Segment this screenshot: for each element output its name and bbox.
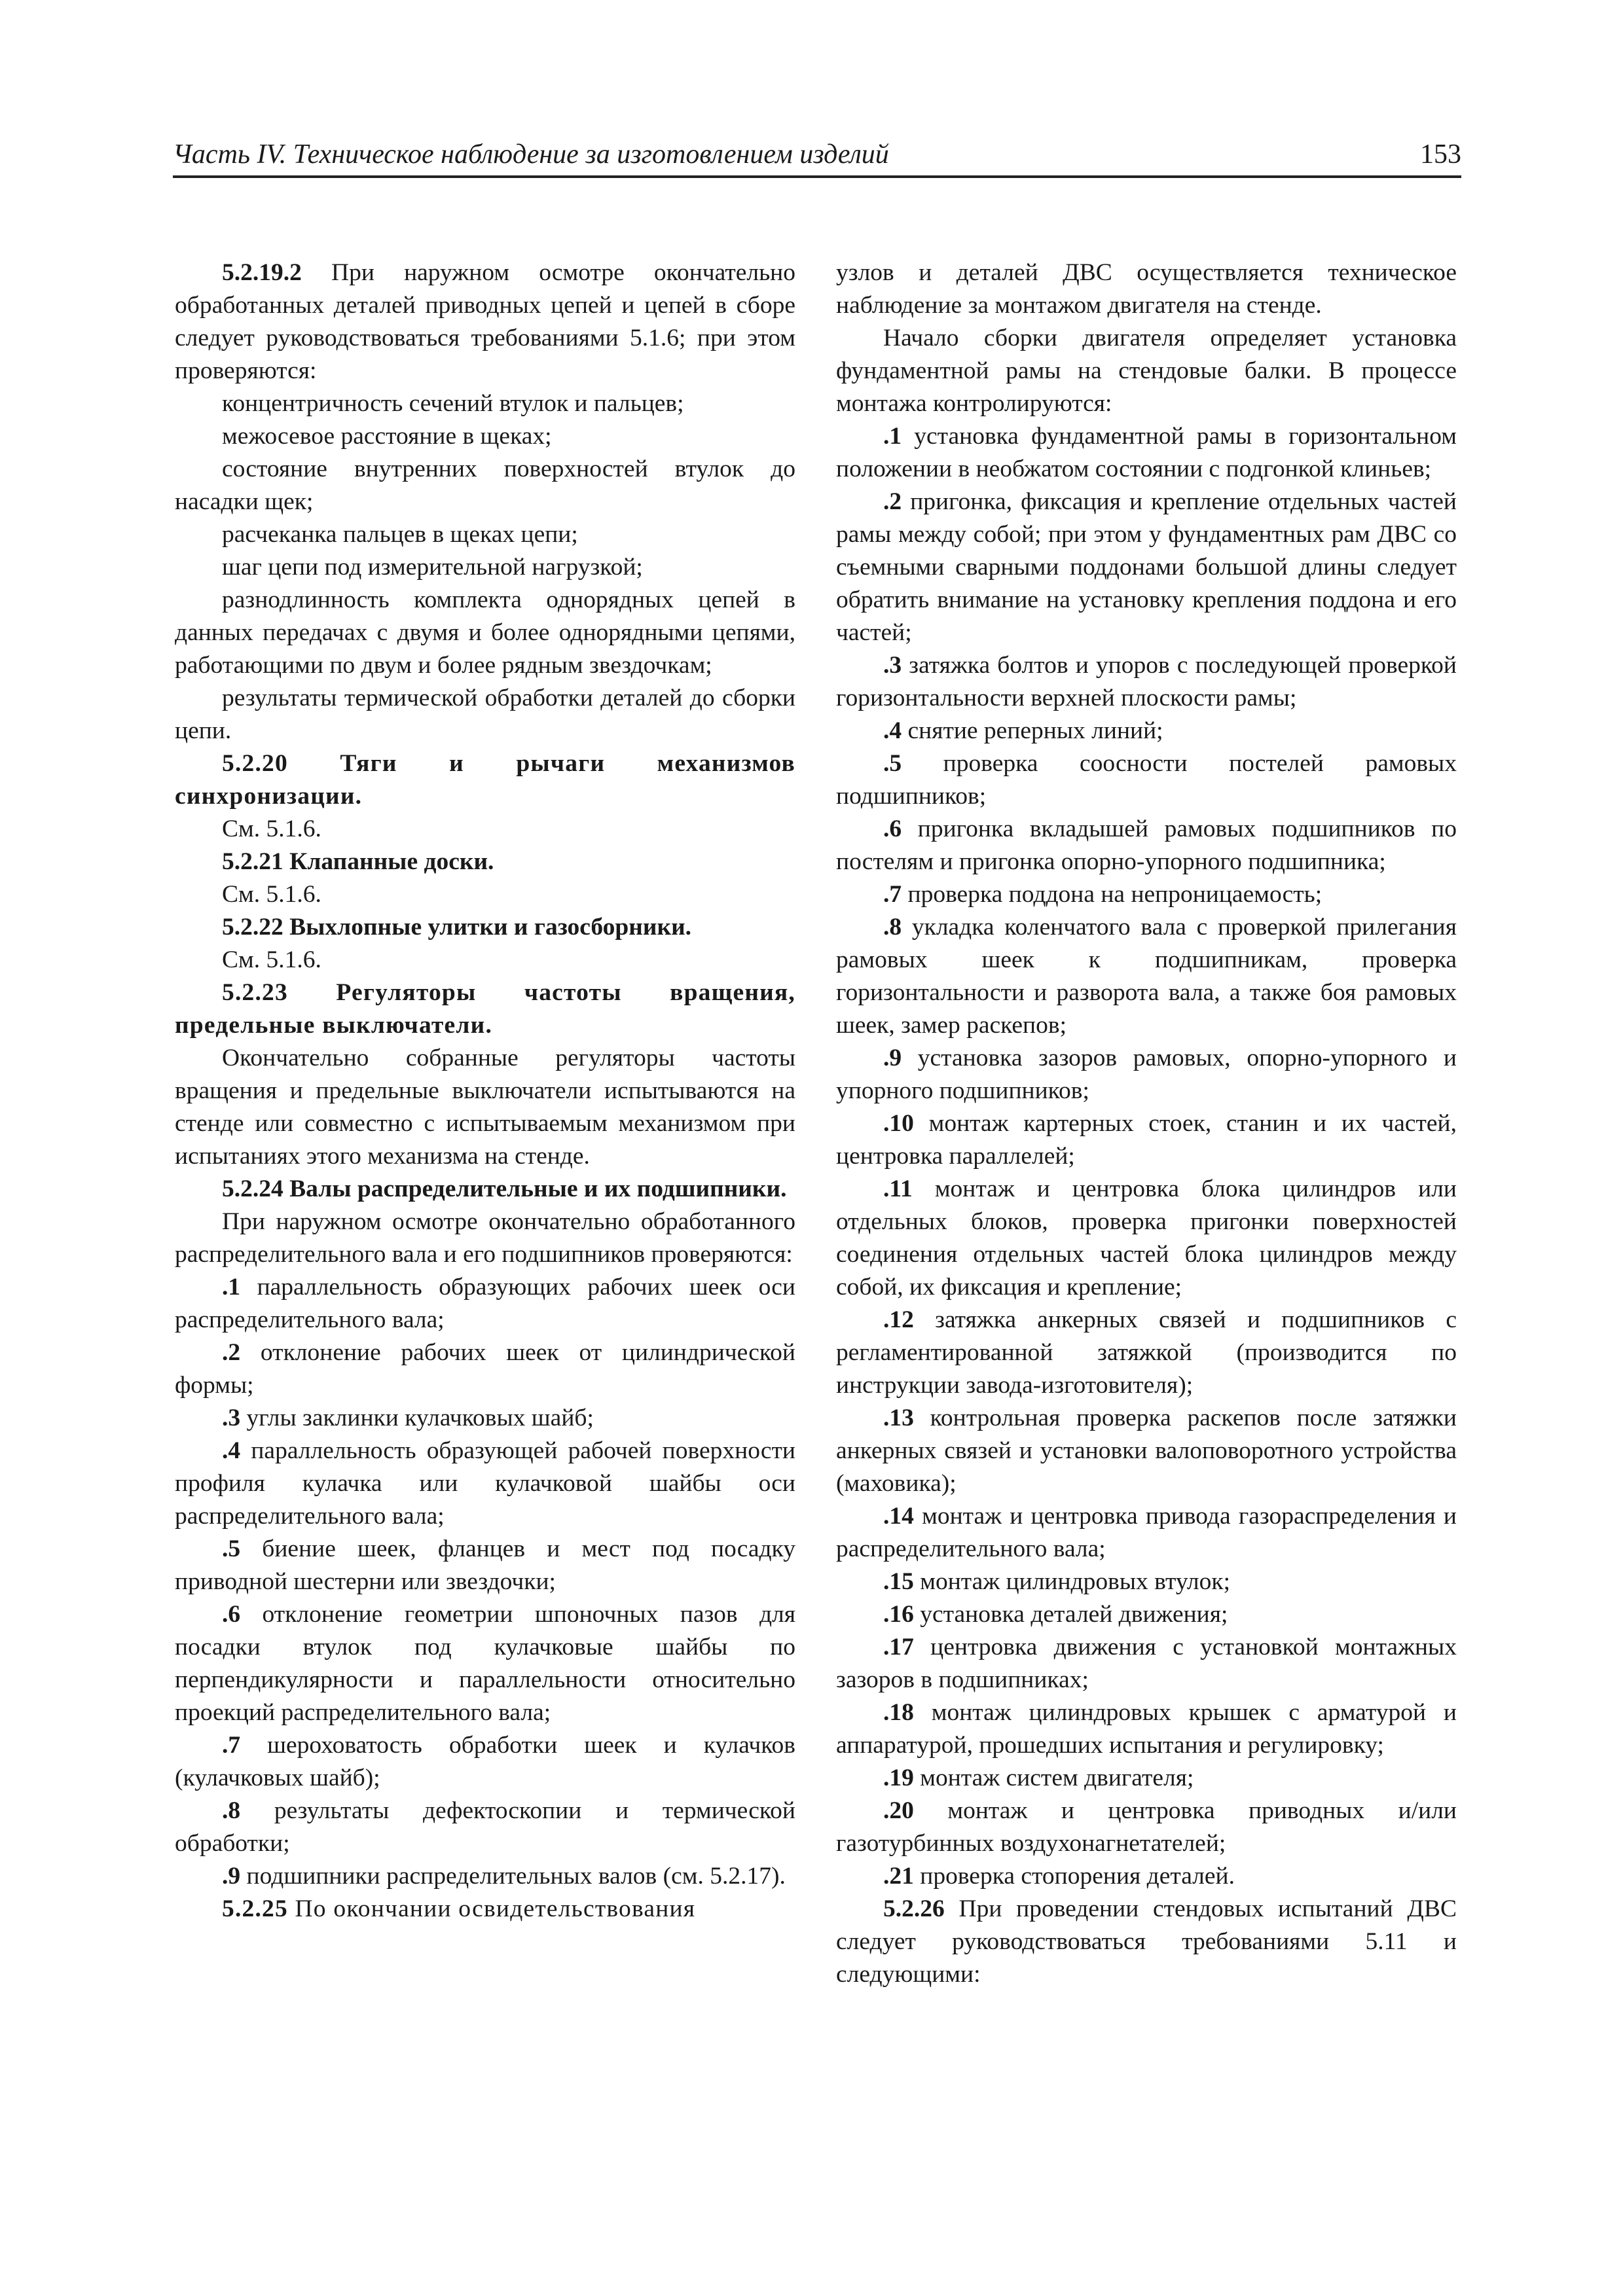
list-item [175,1598,795,1729]
list-item [175,1795,795,1860]
item-text: монтаж цилиндровых втулок; [913,1568,1231,1595]
item-number: .3 [883,652,902,679]
list-line: шаг цепи под измерительной нагрузкой; [222,554,643,581]
item-number: .4 [883,717,902,744]
item-number: .14 [883,1503,914,1530]
paragraph-5-2-19-2 [175,257,795,387]
list-item [836,911,1457,1042]
list-item [175,1729,795,1795]
item-number: .2 [222,1339,241,1366]
list-item [836,486,1457,649]
left-column [175,257,795,1926]
list-line: межосевое расстояние в щеках; [222,423,552,450]
item-text: монтаж картерных стоек, станин и их частей, центровка параллелей; [836,1110,1457,1170]
item-text: монтаж и центровка блока цилиндров или отдельных блоков, проверка пригонки поверхностей соединения отдельных частей блока цилиндров между собой, их фиксация и крепление; [836,1175,1457,1300]
item-number: .2 [883,488,902,515]
item-text: монтаж и центровка привода газораспределения и распределительного вала; [836,1503,1457,1562]
item-text: затяжка анкерных связей и подшипников с регламентированной затяжкой (производится по инструкции завода-изготовителя); [836,1306,1457,1399]
item-text: центровка движения с установкой монтажных зазоров в подшипниках; [836,1634,1457,1693]
heading-5-2-23: 5.2.23 Регуляторы частоты вращения, предельные выключатели. [175,979,795,1039]
item-number: .8 [222,1797,241,1824]
list-item [836,1500,1457,1566]
item-number: .5 [222,1535,241,1562]
list-item [836,1696,1457,1762]
item-text: установка фундаментной рамы в горизонтальном положении в необжатом состоянии с подгонкой клиньев; [836,423,1457,482]
cross-reference: См. 5.1.6. [222,881,321,908]
item-text: отклонение рабочих шеек от цилиндрической формы; [175,1339,795,1399]
item-number: .17 [883,1634,914,1660]
list-item [175,1860,795,1893]
paragraph-5-2-24: При наружном осмотре окончательно обработанного распределительного вала и его подшипников проверяются: [175,1208,795,1268]
paragraph-text: По окончании освидетельствования [287,1895,696,1922]
item-text: пригонка, фиксация и крепление отдельных частей рамы между собой; при этом у фундаментных рам ДВС со съемными сварными поддонами большой длины следует обратить внимание на установку крепления поддона и его частей; [836,488,1457,646]
clause-number: 5.2.26 [883,1895,945,1922]
item-number: .7 [883,881,902,908]
list-item [836,1402,1457,1500]
item-number: .13 [883,1405,914,1431]
paragraph-assembly-start: Начало сборки двигателя определяет установка фундаментной рамы на стендовые балки. В процессе монтажа контролируются: [836,325,1457,417]
clause-number: 5.2.19.2 [222,259,302,286]
list-item [836,1631,1457,1696]
clause-number: 5.2.25 [222,1895,288,1922]
item-text: установка зазоров рамовых, опорно-упорного и упорного подшипников; [836,1045,1457,1104]
list-item [836,1762,1457,1795]
item-text: углы заклинки кулачковых шайб; [240,1405,594,1431]
list-item [175,1402,795,1435]
item-text: проверка поддона на непроницаемость; [902,881,1322,908]
paragraph-continuation: узлов и деталей ДВС осуществляется техническое наблюдение за монтажом двигателя на стенде. [836,259,1457,319]
list-item [836,1304,1457,1402]
list-item [175,1435,795,1533]
list-line: расчеканка пальцев в щеках цепи; [222,521,578,548]
item-number: .12 [883,1306,914,1333]
list-item [836,1042,1457,1107]
item-number: .9 [222,1863,241,1890]
running-title: Часть IV. Техническое наблюдение за изготовлением изделий [173,139,889,170]
heading-5-2-24: 5.2.24 Валы распределительные и их подшипники. [222,1175,787,1202]
paragraph-text: При наружном осмотре окончательно обработанных деталей приводных цепей и цепей в сборе следует руководствоваться требованиями 5.1.6; при этом проверяются: [175,259,795,384]
list-line: концентричность сечений втулок и пальцев; [222,390,684,417]
item-number: .16 [883,1601,914,1628]
paragraph-5-2-25 [175,1893,795,1926]
item-text: шероховатость обработки шеек и кулачков (кулачковых шайб); [175,1732,795,1791]
list-line: разнодлинность комплекта однорядных цепей в данных передачах с двумя и более однорядными цепями, работающими по двум и более рядным звездочкам; [175,586,795,679]
list-item [836,715,1457,747]
list-item [836,813,1457,878]
item-number: .9 [883,1045,902,1071]
item-number: .15 [883,1568,914,1595]
page-number: 153 [1420,139,1461,170]
item-text: проверка соосности постелей рамовых подшипников; [836,750,1457,810]
item-number: .1 [222,1274,241,1300]
item-text: пригонка вкладышей рамовых подшипников по постелям и пригонка опорно-упорного подшипника; [836,816,1457,875]
list-item [836,747,1457,813]
list-line: состояние внутренних поверхностей втулок до насадки щек; [175,456,795,515]
item-number: .6 [883,816,902,842]
item-number: .6 [222,1601,241,1628]
item-number: .11 [883,1175,913,1202]
paragraph-5-2-26 [836,1893,1457,1991]
list-item [836,878,1457,911]
item-number: .8 [883,914,902,941]
right-column [836,257,1457,1991]
list-item [836,1107,1457,1173]
header-rule [173,175,1461,178]
cross-reference: См. 5.1.6. [222,946,321,973]
item-text: установка деталей движения; [913,1601,1228,1628]
paragraph-5-2-23: Окончательно собранные регуляторы частоты вращения и предельные выключатели испытываются на стенде или совместно с испытываемым механизмом при испытаниях этого механизма на стенде. [175,1045,795,1170]
item-number: .10 [883,1110,914,1137]
list-item [175,1271,795,1336]
item-text: параллельность образующей рабочей поверхности профиля кулачка или кулачковой шайбы оси распределительного вала; [175,1437,795,1530]
list-item [836,1598,1457,1631]
item-number: .5 [883,750,902,777]
list-item [836,1795,1457,1860]
list-item [836,649,1457,715]
item-number: .20 [883,1797,914,1824]
item-text: подшипники распределительных валов (см. 5.2.17). [240,1863,786,1890]
list-item [836,1860,1457,1893]
item-number: .18 [883,1699,914,1726]
item-number: .1 [883,423,902,450]
item-text: укладка коленчатого вала с проверкой прилегания рамовых шеек к подшипникам, проверка горизонтальности и разворота вала, а также боя рамовых шеек, замер раскепов; [836,914,1457,1039]
item-text: монтаж систем двигателя; [913,1765,1194,1791]
running-header [173,137,1461,178]
item-number: .19 [883,1765,914,1791]
item-text: отклонение геометрии шпоночных пазов для посадки втулок под кулачковые шайбы по перпендикулярности и параллельности относительно проекций распределительного вала; [175,1601,795,1726]
heading-5-2-21: 5.2.21 Клапанные доски. [222,848,494,875]
heading-5-2-22: 5.2.22 Выхлопные улитки и газосборники. [222,914,692,941]
item-text: монтаж и центровка приводных и/или газотурбинных воздухонагнетателей; [836,1797,1457,1857]
paragraph-text: При проведении стендовых испытаний ДВС следует руководствоваться требованиями 5.11 и следующими: [836,1895,1457,1988]
item-text: биение шеек, фланцев и мест под посадку приводной шестерни или звездочки; [175,1535,795,1595]
item-number: .21 [883,1863,914,1890]
item-text: проверка стопорения деталей. [913,1863,1235,1890]
list-item [836,1173,1457,1304]
item-text: снятие реперных линий; [902,717,1163,744]
item-text: монтаж цилиндровых крышек с арматурой и аппаратурой, прошедших испытания и регулировку; [836,1699,1457,1759]
item-text: параллельность образующих рабочих шеек оси распределительного вала; [175,1274,795,1333]
item-text: результаты дефектоскопии и термической обработки; [175,1797,795,1857]
heading-5-2-20: 5.2.20 Тяги и рычаги механизмов синхронизации. [175,750,795,810]
list-item [836,420,1457,486]
item-number: .3 [222,1405,241,1431]
list-item [175,1336,795,1402]
list-item [175,1533,795,1598]
item-number: .7 [222,1732,241,1759]
list-item [836,1566,1457,1598]
item-text: затяжка болтов и упоров с последующей проверкой горизонтальности верхней плоскости рамы; [836,652,1457,711]
list-line: результаты термической обработки деталей до сборки цепи. [175,685,795,744]
item-number: .4 [222,1437,241,1464]
item-text: контрольная проверка раскепов после затяжки анкерных связей и установки валоповоротного устройства (маховика); [836,1405,1457,1497]
cross-reference: См. 5.1.6. [222,816,321,842]
